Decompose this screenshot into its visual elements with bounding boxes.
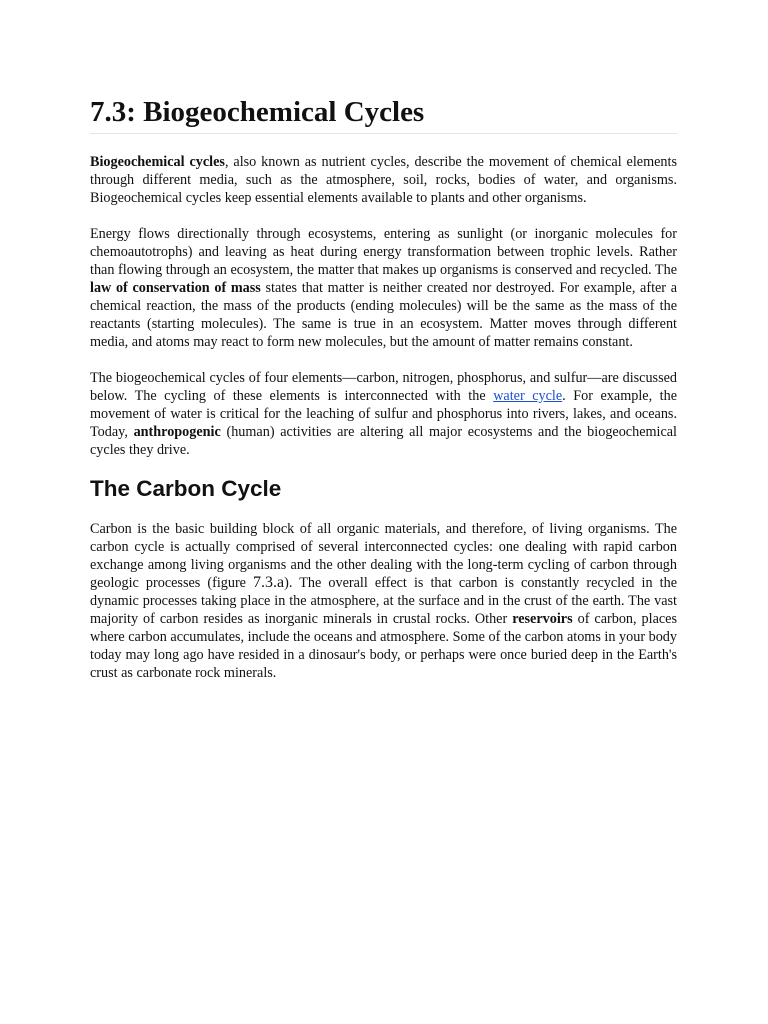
term-reservoirs: reservoirs <box>512 611 573 627</box>
cycles-text-before: The biogeochemical cycles of four elements—carbon, nitrogen, phosphorus, and sulfur—are discussed below. The cycling of these elements is interconnected with the <box>90 370 677 404</box>
carbon-text-middle: ). The overall effect is that carbon is constantly recycled in the dynamic processes taking place in the atmosphere, at the surface and in the crust of the earth. The vast majority of carbon resides as inorganic minerals in crustal rocks. Other <box>90 575 677 627</box>
figure-reference: 7.3.a <box>253 574 285 591</box>
term-anthropogenic: anthropogenic <box>133 424 221 440</box>
energy-text-before: Energy flows directionally through ecosystems, entering as sunlight (or inorganic molecules for chemoautotrophs) and leaving as heat during energy transformation between trophic levels. Rather than flowing through an ecosystem, the matter that makes up organisms is conserved and recycled. The <box>90 226 677 278</box>
energy-paragraph <box>90 225 677 351</box>
intro-text: , also known as nutrient cycles, describe the movement of chemical elements through different media, such as the atmosphere, soil, rocks, bodies of water, and organisms. Biogeochemical cycles keep essential elements available to plants and other organisms. <box>90 154 677 206</box>
carbon-text-before: Carbon is the basic building block of all organic materials, and therefore, of living organisms. The carbon cycle is actually comprised of several interconnected cycles: one dealing with rapid carbon exchange among living organisms and the other dealing with the long-term cycling of carbon through geologic processes (figure <box>90 521 677 591</box>
water-cycle-link[interactable]: water cycle <box>493 388 563 404</box>
cycles-paragraph <box>90 369 677 459</box>
term-law-of-conservation: law of conservation of mass <box>90 280 261 296</box>
section-title-carbon-cycle: The Carbon Cycle <box>90 476 282 501</box>
cycles-text-after: (human) activities are altering all major ecosystems and the biogeochemical cycles they drive. <box>90 424 677 458</box>
energy-text-after: states that matter is neither created nor destroyed. For example, after a chemical reaction, the mass of the products (ending molecules) will be the same as the mass of the reactants (starting molecules). The same is true in an ecosystem. Matter moves through different media, and atoms may react to form new molecules, but the amount of matter remains constant. <box>90 280 678 350</box>
page-title: 7.3: Biogeochemical Cycles <box>90 94 677 134</box>
cycles-text-middle: . For example, the movement of water is critical for the leaching of sulfur and phosphorus into rivers, lakes, and oceans. Today, <box>90 388 677 440</box>
intro-paragraph <box>90 153 677 207</box>
term-biogeochemical-cycles: Biogeochemical cycles <box>90 154 225 170</box>
carbon-paragraph <box>90 520 677 682</box>
document-page <box>90 94 677 682</box>
carbon-text-after: of carbon, places where carbon accumulates, include the oceans and atmosphere. Some of the carbon atoms in your body today may long ago have resided in a dinosaur's body, or perhaps were once buried deep in the Earth's crust as carbonate rock minerals. <box>90 611 677 681</box>
